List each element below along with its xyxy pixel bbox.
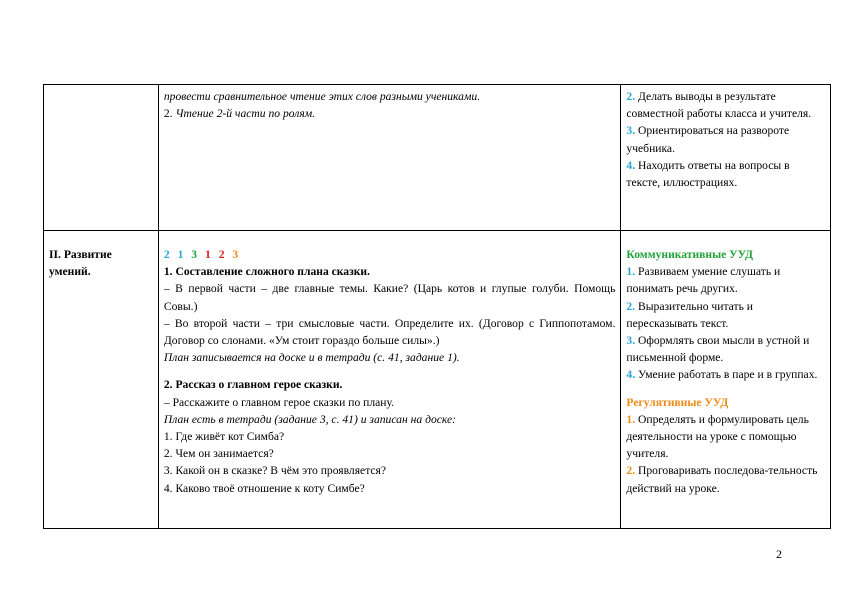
- plan-item: 3. Какой он в сказке? В чём это проявляется?: [163, 464, 387, 478]
- table-row: [44, 85, 831, 231]
- uud-item-text: Развиваем умение слушать и понимать речь других.: [626, 265, 781, 296]
- activity-cell: [158, 85, 621, 231]
- uud-item-number: 2.: [626, 464, 636, 478]
- activity-cell: [158, 231, 621, 529]
- level-mark: 3: [232, 248, 240, 261]
- uud-item-text: Ориентироваться на развороте учебника.: [626, 124, 790, 155]
- stage-cell: [44, 85, 159, 231]
- uud-item: [626, 332, 825, 366]
- level-mark: 2: [163, 248, 171, 261]
- task-paragraph: – Во второй части – три смысловые части. Определите их. (Договор с Гиппопотамом. Договор со слонами. «Ум стоит гораздо больше силы».): [163, 316, 616, 348]
- uud-item-number: 3.: [626, 124, 636, 138]
- uud-item: [626, 157, 825, 191]
- uud-item-number: 2.: [626, 299, 636, 313]
- uud-item-number: 2.: [626, 90, 636, 103]
- task-title: 1. Составление сложного плана сказки.: [163, 265, 371, 279]
- uud-item: [626, 462, 825, 496]
- uud-item: [626, 298, 825, 332]
- uud-cell: [621, 231, 831, 529]
- level-mark: 1: [204, 248, 212, 261]
- uud-item-text: Находить ответы на вопросы в тексте, иллюстрациях.: [626, 158, 790, 190]
- stage-cell: [44, 231, 159, 529]
- plan-item: 1. Где живёт кот Симба?: [163, 430, 285, 444]
- uud-item: [626, 122, 825, 156]
- uud-item-text: Оформлять свои мысли в устной и письменной форме.: [626, 334, 810, 365]
- activity-line: [164, 105, 616, 122]
- uud-item-number: 4.: [626, 158, 636, 172]
- spacer: [626, 384, 825, 394]
- stage-title: II. Развитие умений.: [49, 248, 112, 279]
- page-number: 2: [776, 547, 782, 561]
- spacer: [164, 366, 616, 376]
- task-note: План записывается на доске и в тетради (с. 41, задание 1).: [163, 351, 460, 365]
- plan-item: 4. Каково твоё отношение к коту Симбе?: [163, 481, 365, 495]
- uud-item: [626, 366, 825, 383]
- uud-item-text: Выразительно читать и пересказывать текст.: [626, 299, 753, 330]
- reg-uud-title: Регулятивные УУД: [626, 395, 729, 409]
- uud-item-number: 1.: [626, 265, 636, 279]
- comm-uud-title: Коммуникативные УУД: [626, 248, 753, 261]
- activity-number: 2.: [163, 107, 173, 121]
- uud-item-number: 4.: [626, 368, 636, 382]
- activity-text: Чтение 2-й части по ролям.: [175, 107, 316, 121]
- uud-item-text: Делать выводы в результате совместной работы класса и учителя.: [626, 90, 812, 121]
- difficulty-levels: [164, 246, 616, 263]
- plan-item: 2. Чем он занимается?: [163, 447, 274, 461]
- activity-line: провести сравнительное чтение этих слов разными учениками.: [163, 90, 481, 103]
- uud-item: [626, 88, 825, 122]
- uud-item-text: Умение работать в паре и в группах.: [638, 368, 818, 382]
- task-title: 2. Рассказ о главном герое сказки.: [163, 378, 343, 392]
- uud-item-text: Определять и формулировать цель деятельности на уроке с помощью учителя.: [626, 412, 809, 461]
- uud-item: [626, 263, 825, 297]
- task-paragraph: – Расскажите о главном герое сказки по плану.: [163, 395, 395, 409]
- uud-item-number: 1.: [626, 412, 636, 426]
- uud-item: [626, 411, 825, 463]
- level-mark: 2: [218, 248, 226, 261]
- uud-item-number: 3.: [626, 334, 636, 348]
- level-mark: 3: [191, 248, 199, 261]
- task-note: План есть в тетради (задание 3, с. 41) и записан на доске:: [163, 412, 457, 426]
- level-mark: 1: [177, 248, 185, 261]
- lesson-table: [43, 84, 831, 529]
- uud-cell: [621, 85, 831, 231]
- uud-item-text: Проговаривать последова-тельность действий на уроке.: [626, 464, 818, 495]
- task-paragraph: – В первой части – две главные темы. Какие? (Царь котов и глупые голуби. Помощь Совы.): [163, 282, 616, 313]
- table-row: [44, 231, 831, 529]
